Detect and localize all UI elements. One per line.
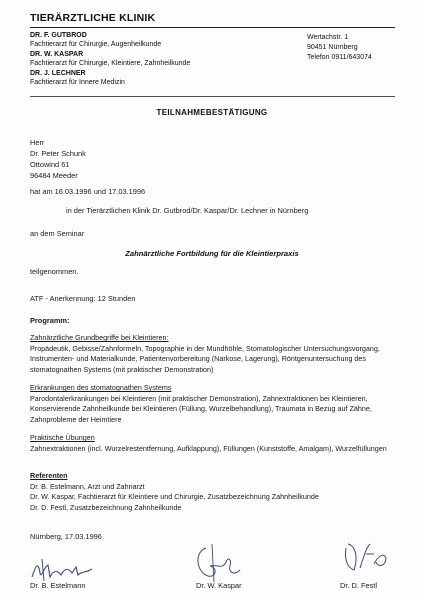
recipient-city: 96484 Meeder xyxy=(30,171,78,180)
referents-heading: Referenten xyxy=(30,471,68,480)
referent-1: Dr. B. Estelmann, Arzt und Zahnarzt xyxy=(30,481,145,491)
place-date: Nürnberg, 17.03.1996 xyxy=(30,532,102,541)
recipient-street: Ottowind 61 xyxy=(30,160,70,169)
signature-festl xyxy=(340,538,390,576)
program-section-1-text: Propädeutik, Gebisse/Zahnformeln, Topographie in der Mundhöhle, Stomatologischer Untersuchungsvorgang, Instrumenten- und Materialkunde, Patientenvorbereitung (Narkose, Lagerung), Röntgenuntersuchung des stomatognathen Systems (mit praktischer Demonstration) xyxy=(30,343,380,374)
referents-block xyxy=(30,471,400,513)
header-divider xyxy=(30,96,395,97)
location-line: in der Tierärztlichen Klinik Dr. Gutbrod/Dr. Kaspar/Dr. Lechner in Nürnberg xyxy=(66,206,309,215)
seminar-title: Zahnärztliche Fortbildung für die Kleintierpraxis xyxy=(125,249,299,258)
doctor-3-title: Fachtierarzt für Innere Medizin xyxy=(30,79,125,86)
program-section-3-text: Zahnextraktionen (incl. Wurzelrestentfernung, Aufklappung), Füllungen (Kunststoffe, Amalgam), Wurzelfüllungen xyxy=(30,443,387,453)
program-section-1-heading: Zahnärztliche Grundbegriffe bei Kleintieren: xyxy=(30,333,169,342)
atf-recognition: ATF - Anerkennung: 12 Stunden xyxy=(30,294,136,303)
signature-name-kaspar: Dr. W. Kaspar xyxy=(196,581,242,590)
doctor-3-name: DR. J. LECHNER xyxy=(30,70,86,77)
address-street: Wertachstr. 1 xyxy=(307,34,349,41)
seminar-intro: an dem Seminar xyxy=(30,229,85,238)
signature-name-estelmann: Dr. B. Estelmann xyxy=(30,581,86,590)
clinic-name: TIERÄRZTLICHE KLINIK xyxy=(30,12,156,24)
doctor-1-name: DR. F. GUTBROD xyxy=(30,32,87,39)
referent-2: Dr. W. Kaspar, Fachtierarzt für Kleintiere und Chirurgie, Zusatzbezeichnung Zahnheilkunde xyxy=(30,492,319,502)
address-city: 90451 Nürnberg xyxy=(307,44,358,51)
program-section-2-heading: Erkrankungen des stomatognathen Systems xyxy=(30,383,172,392)
doctor-1-title: Fachtierarzt für Chirurgie, Augenheilkunde xyxy=(30,41,162,48)
program-section-1 xyxy=(30,333,400,375)
program-heading: Programm: xyxy=(30,316,70,325)
signature-estelmann xyxy=(28,555,102,583)
doctor-2-title: Fachtierarzt für Chirurgie, Kleintiere, Zahnheilkunde xyxy=(30,60,191,67)
recipient-salutation: Herr xyxy=(30,138,45,147)
program-section-2 xyxy=(30,383,400,425)
program-section-3-heading: Praktische Übungen xyxy=(30,433,95,442)
program-section-2-text: Parodontalerkrankungen bei Kleintieren (mit praktischer Demonstration), Zahnextraktionen bei Kleintieren, Konservierende Zahnheilkunde bei Kleintieren (Füllung, Wurzelbehandlung), Traumata in Bezug auf Zähne, Zahnprobleme der Heimtiere xyxy=(30,393,372,424)
dates-line: hat am 16.03.1996 und 17.03.1996 xyxy=(30,187,146,196)
signature-kaspar xyxy=(188,542,244,584)
referent-3: Dr. D. Festl, Zusatzbezeichnung Zahnheilkunde xyxy=(30,502,182,512)
recipient-name: Dr. Peter Schunk xyxy=(30,149,86,158)
signature-name-festl: Dr. D. Festl xyxy=(340,581,377,590)
letterhead-divider xyxy=(30,27,395,28)
doctor-2-name: DR. W. KASPAR xyxy=(30,51,84,58)
address-phone: Telefon 0911/643074 xyxy=(307,54,372,61)
participated-text: teilgenommen. xyxy=(30,267,79,276)
program-section-3 xyxy=(30,433,400,454)
document-title: TEILNAHMEBESTÄTIGUNG xyxy=(156,108,268,117)
